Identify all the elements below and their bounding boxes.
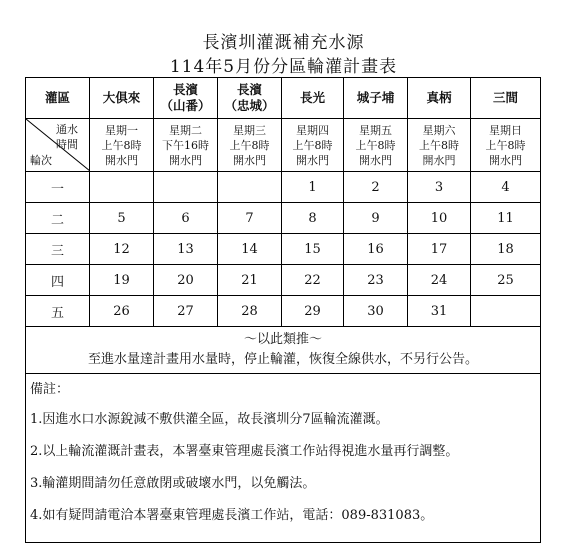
opening-time-cell: 星期二 下午16時 開水門 — [154, 119, 218, 172]
date-cell: 7 — [218, 203, 282, 234]
continuation-row — [26, 327, 541, 374]
zone-name-cell: 長光 — [282, 78, 344, 119]
date-cell: 8 — [282, 203, 344, 234]
date-cell: 14 — [218, 234, 282, 265]
date-cell: 5 — [90, 203, 154, 234]
date-cell: 6 — [154, 203, 218, 234]
date-cell: 24 — [408, 265, 471, 296]
opening-time-cell: 星期日 上午8時 開水門 — [471, 119, 541, 172]
notice-text: 至進水量達計畫用水量時，停止輪灌，恢復全線供水，不另行公告。 — [87, 352, 478, 367]
zone-header-cell: 灌區 — [26, 78, 90, 119]
date-cell: 23 — [344, 265, 408, 296]
diagonal-corner-cell — [26, 119, 90, 172]
corner-label-water: 通水 — [56, 123, 78, 136]
date-cell: 22 — [282, 265, 344, 296]
date-cell: 16 — [344, 234, 408, 265]
note-item: 4.如有疑問請電洽本署臺東管理處長濱工作站，電話：089-831083。 — [30, 508, 434, 523]
corner-label-round: 輪次 — [30, 154, 52, 167]
schedule-time-row — [26, 119, 541, 172]
zone-name-cell: 真柄 — [408, 78, 471, 119]
opening-time-cell: 星期一 上午8時 開水門 — [90, 119, 154, 172]
date-cell: 27 — [154, 296, 218, 327]
date-cell: 18 — [471, 234, 541, 265]
note-item: 2.以上輪流灌溉計畫表，本署臺東管理處長濱工作站得視進水量再行調整。 — [30, 444, 459, 459]
date-cell: 28 — [218, 296, 282, 327]
notes-row — [26, 374, 541, 543]
zone-name-cell: 長濱 （山番） — [154, 78, 218, 119]
date-cell: 31 — [408, 296, 471, 327]
notes-title: 備註： — [30, 382, 70, 397]
opening-time-cell: 星期六 上午8時 開水門 — [408, 119, 471, 172]
zone-name-cell: 三間 — [471, 78, 541, 119]
date-cell: 13 — [154, 234, 218, 265]
document-subtitle: 114年5月份分區輪灌計畫表 — [169, 57, 398, 77]
date-cell: 4 — [471, 172, 541, 203]
date-cell: 19 — [90, 265, 154, 296]
date-cell: 17 — [408, 234, 471, 265]
date-cell: 21 — [218, 265, 282, 296]
date-cell — [154, 172, 218, 203]
date-cell: 2 — [344, 172, 408, 203]
rotation-row — [26, 296, 541, 327]
date-cell: 30 — [344, 296, 408, 327]
rotation-row — [26, 172, 541, 203]
notes-cell — [26, 374, 541, 543]
opening-time-cell: 星期四 上午8時 開水門 — [282, 119, 344, 172]
continuation-text: ～以此類推～ — [243, 332, 322, 347]
opening-time-cell: 星期五 上午8時 開水門 — [344, 119, 408, 172]
date-cell: 1 — [282, 172, 344, 203]
date-cell: 25 — [471, 265, 541, 296]
zone-name-cell: 大俱來 — [90, 78, 154, 119]
round-label: 五 — [26, 296, 90, 327]
round-label: 一 — [26, 172, 90, 203]
date-cell — [218, 172, 282, 203]
date-cell: 3 — [408, 172, 471, 203]
note-item: 1.因進水口水源銳減不敷供灌全區，故長濱圳分7區輪流灌溉。 — [30, 412, 389, 427]
date-cell: 12 — [90, 234, 154, 265]
rotation-row — [26, 203, 541, 234]
date-cell — [471, 296, 541, 327]
round-label: 三 — [26, 234, 90, 265]
date-cell: 15 — [282, 234, 344, 265]
date-cell: 9 — [344, 203, 408, 234]
opening-time-cell: 星期三 上午8時 開水門 — [218, 119, 282, 172]
date-cell: 11 — [471, 203, 541, 234]
irrigation-schedule-table — [25, 77, 541, 543]
document-title: 長濱圳灌溉補充水源 — [202, 33, 365, 53]
zone-name-cell: 城子埔 — [344, 78, 408, 119]
date-cell: 10 — [408, 203, 471, 234]
round-label: 二 — [26, 203, 90, 234]
date-cell: 26 — [90, 296, 154, 327]
corner-label-time: 時間 — [56, 138, 78, 151]
date-cell: 20 — [154, 265, 218, 296]
round-label: 四 — [26, 265, 90, 296]
zone-name-cell: 長濱 （忠城） — [218, 78, 282, 119]
continuation-cell — [26, 327, 541, 374]
note-item: 3.輪灌期間請勿任意啟閉或破壞水門，以免觸法。 — [30, 476, 316, 491]
rotation-row — [26, 265, 541, 296]
date-cell: 29 — [282, 296, 344, 327]
rotation-row — [26, 234, 541, 265]
date-cell — [90, 172, 154, 203]
header-row — [26, 78, 541, 119]
